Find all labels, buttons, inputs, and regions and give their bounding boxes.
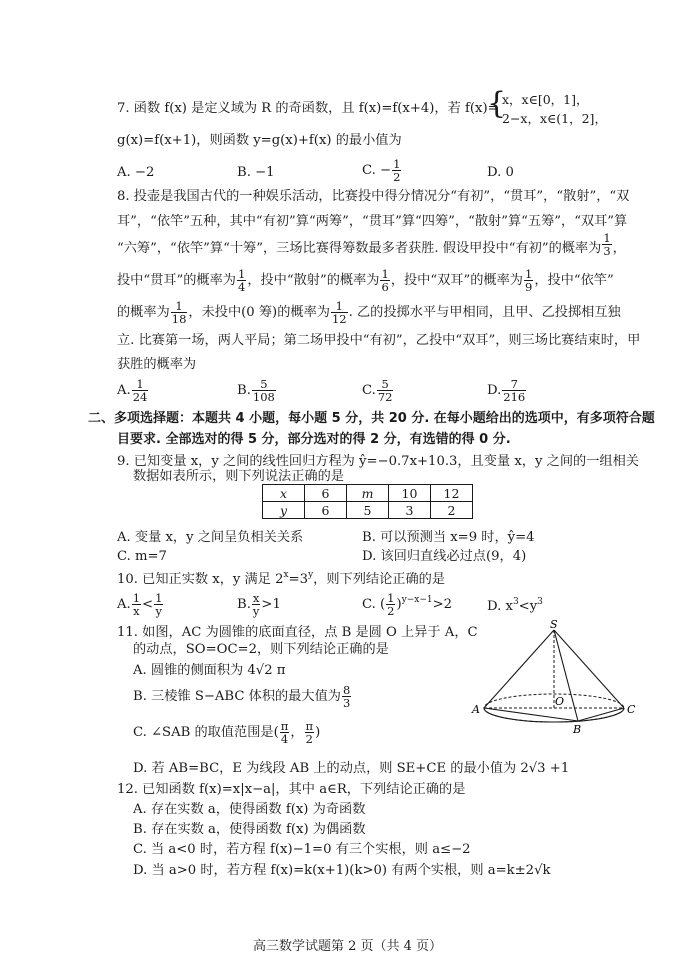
q11-option-a: A. 圆锥的侧面积为 4√2 π — [133, 663, 286, 678]
q7-option-b: B. −1 — [237, 165, 275, 180]
q7-option-a: A. −2 — [117, 165, 155, 180]
q9-line1: 9. 已知变量 x，y 之间的线性回归方程为 ŷ=−0.7x+10.3，且变量 x，y 之间的一组相关 — [117, 454, 639, 469]
q7-option-c: C. − $\frac{1}{2}$ — [362, 157, 401, 185]
table-cell: 3 — [389, 502, 431, 519]
table-cell: 6 — [305, 485, 347, 502]
label-a: A — [472, 703, 480, 716]
label-o: O — [555, 695, 565, 708]
q8-line6: 立. 比赛第一场，两人平局；第二场甲投中“有初”，乙投中“双耳”，则三场比赛结束时，甲 — [117, 333, 641, 348]
table-cell: 12 — [431, 485, 473, 502]
q11-option-b: B. 三棱锥 S−ABC 体积的最大值为 $\frac{8}{3}$ — [133, 683, 351, 711]
q8-line4: 投中“贯耳”的概率为 $\frac{1}{4}$ ，投中“散射”的概率为 $\frac{1}{6}$ ，投中“双耳”的概率为 $\frac{1}{9}$ ，投中“依竿” — [117, 267, 614, 295]
cone-figure — [470, 620, 635, 738]
q12-option-b: B. 存在实数 a，使得函数 f(x) 为偶函数 — [133, 822, 366, 837]
q8-line2: 耳”，“依竿”五种，其中“有初”算“两筹”，“贯耳”算“四筹”，“散射”算“五筹”，“双耳”算 — [117, 214, 628, 229]
table-row — [263, 485, 473, 502]
q9-option-c: C. m=7 — [117, 549, 167, 564]
label-c: C — [627, 703, 635, 716]
edge-ab — [484, 708, 578, 721]
q11-line2: 的动点，SO=OC=2，则下列结论正确的是 — [133, 642, 389, 657]
q10-stem: 10. 已知正实数 x，y 满足 $2^x=3^y$，则下列结论正确的是 — [117, 570, 446, 587]
page-footer: 高三数学试题第 2 页（共 4 页） — [252, 939, 443, 954]
q12-option-d: D. 当 a>0 时，若方程 f(x)=k(x+1)(k>0) 有两个实根，则 a=k±2√k — [133, 863, 551, 878]
table-cell: 6 — [305, 502, 347, 519]
q8-option-b: B. $\frac{5}{108}$ — [237, 377, 275, 405]
q8-option-d: D. $\frac{7}{216}$ — [487, 377, 526, 405]
q9-line2: 数据如表所示，则下列说法正确的是 — [133, 469, 344, 484]
q9-option-b: B. 可以预测当 x=9 时，ŷ=4 — [362, 530, 535, 545]
table-cell: 2 — [431, 502, 473, 519]
q10-option-c: C. ( $\frac{1}{2}$ )$^{y-x-1}$>2 — [362, 591, 453, 619]
q7-stem-text: 7. 函数 f(x) 是定义域为 R 的奇函数，且 f(x)=f(x+4)，若 f(x)= — [117, 101, 499, 116]
table-cell: 5 — [347, 502, 389, 519]
table-cell: m — [347, 485, 389, 502]
q8-option-a: A. $\frac{1}{24}$ — [117, 377, 148, 405]
table-cell: y — [263, 502, 305, 519]
label-s: S — [550, 620, 558, 631]
q10-option-a: A. $\frac{1}{x}$ < $\frac{1}{y}$ — [117, 591, 163, 619]
q8-line1: 8. 投壶是我国古代的一种娱乐活动，比赛投中得分情况分“有初”，“贯耳”，“散射”，“双 — [117, 189, 630, 204]
q9-data-table — [262, 484, 473, 519]
table-cell: x — [263, 485, 305, 502]
q7-piece2: 2−x，x∈(1，2]， — [502, 111, 607, 126]
q11-option-c: C. ∠SAB 的取值范围是( $\frac{\pi}{4}$ ， $\frac{\pi}{2}$ ) — [133, 719, 321, 747]
table-row — [263, 502, 473, 519]
q10-option-b: B. $\frac{x}{y}$ >1 — [237, 591, 281, 619]
q8-line7: 获胜的概率为 — [117, 357, 197, 372]
q12-option-c: C. 当 a<0 时，若方程 f(x)−1=0 有三个实根，则 a≤−2 — [133, 842, 471, 857]
q7-piece1: x，x∈[0，1]， — [502, 92, 589, 107]
q11-line1: 11. 如图，AC 为圆锥的底面直径，点 B 是圆 O 上异于 A，C — [117, 625, 478, 640]
table-cell: 10 — [389, 485, 431, 502]
q7-line2: g(x)=f(x+1)，则函数 y=g(x)+f(x) 的最小值为 — [117, 133, 402, 148]
q7-option-d: D. 0 — [487, 165, 514, 180]
q8-line5: 的概率为 $\frac{1}{18}$ ，未投中(0 筹)的概率为 $\frac{1}{12}$ . 乙的投掷水平与甲相同，且甲、乙投掷相互独 — [117, 299, 621, 327]
q7-line1 — [117, 102, 499, 115]
q8-line3: “六筹”，“依竿”算“十筹”，三场比赛得筹数最多者获胜. 假设甲投中“有初”的概率为 $\frac{1}{3}$ ， — [117, 231, 626, 259]
cone-base-front — [484, 708, 624, 722]
q8-option-c: C. $\frac{5}{72}$ — [362, 377, 393, 405]
q12-option-a: A. 存在实数 a，使得函数 f(x) 为奇函数 — [133, 802, 366, 817]
section2-instruction-line1: 二、多项选择题：本题共 4 小题，每小题 5 分，共 20 分. 在每小题给出的选项中，有多项符合题 — [88, 411, 655, 426]
q11-option-d: D. 若 AB=BC，E 为线段 AB 上的动点，则 SE+CE 的最小值为 2√3 +1 — [133, 761, 570, 776]
q12-line1: 12. 已知函数 f(x)=x|x−a|，其中 a∈R，下列结论正确的是 — [117, 782, 466, 797]
label-b: B — [573, 723, 582, 736]
q9-option-d: D. 该回归直线必过点(9，4) — [362, 549, 527, 564]
section2-instruction-line2: 目要求. 全部选对的得 5 分，部分选对的得 2 分，有选错的得 0 分. — [117, 432, 511, 447]
q7-brace: { — [487, 86, 507, 121]
q9-option-a: A. 变量 x，y 之间呈负相关关系 — [117, 530, 304, 545]
q10-option-d: D. $x^3<y^3$ — [487, 597, 543, 614]
